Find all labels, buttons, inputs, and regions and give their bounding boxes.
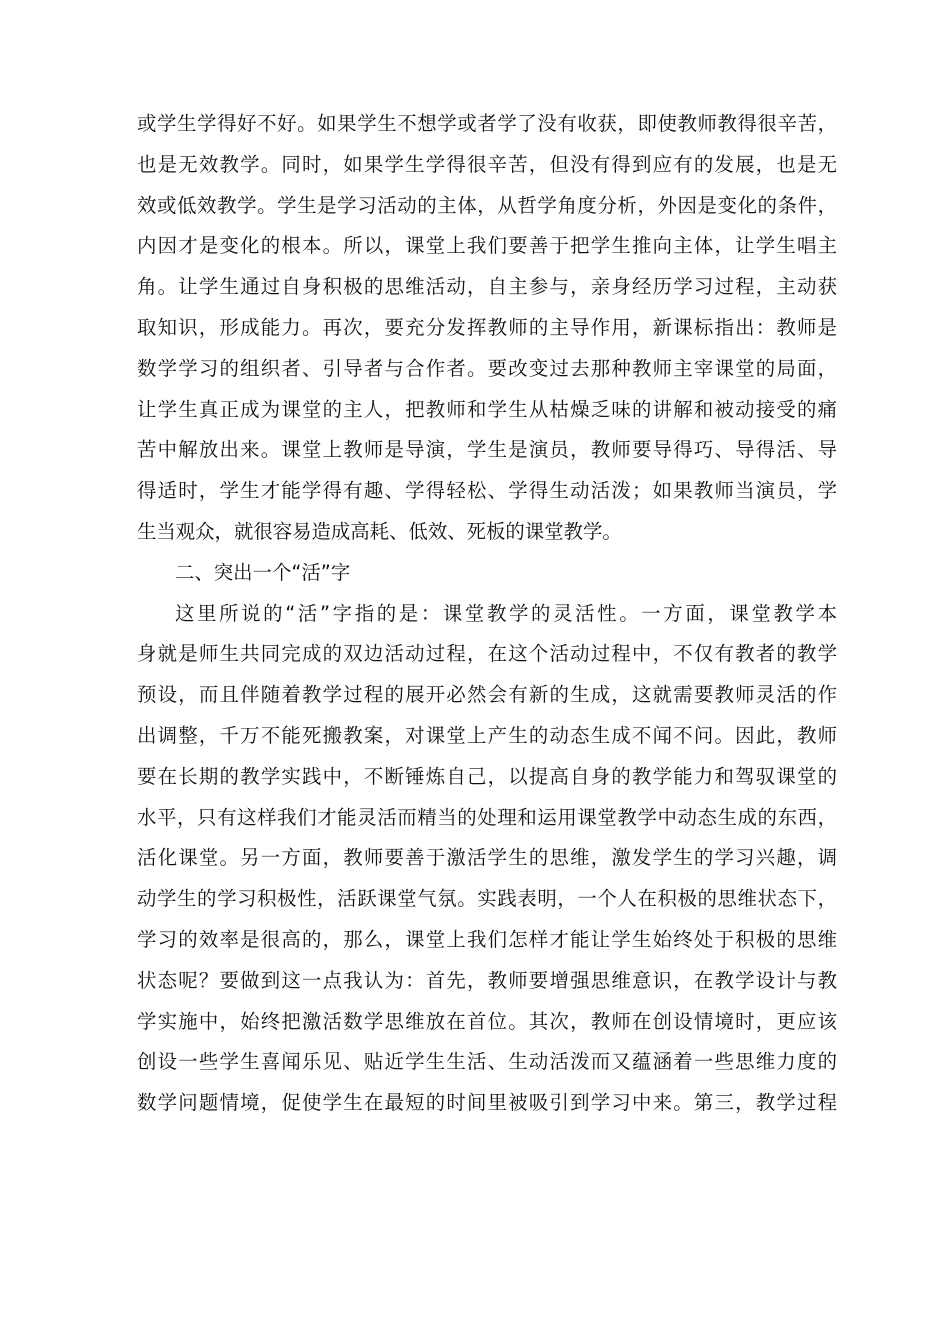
paragraph-1-line-9: 苦中解放出来。课堂上教师是导演，学生是演员，教师要导得巧、导得活、导 xyxy=(137,438,837,462)
paragraph-2-line-7: 活化课堂。另一方面，教师要善于激活学生的思维，激发学生的学习兴趣，调 xyxy=(137,846,837,870)
paragraph-2-line-6: 水平，只有这样我们才能灵活而精当的处理和运用课堂教学中动态生成的东西， xyxy=(137,805,837,829)
paragraph-1-line-10: 得适时，学生才能学得有趣、学得轻松、学得生动活泼；如果教师当演员，学 xyxy=(137,479,837,503)
paragraph-2-line-10: 状态呢？要做到这一点我认为：首先，教师要增强思维意识，在教学设计与教 xyxy=(137,968,837,992)
body-text xyxy=(137,104,837,1124)
paragraph-2-line-2: 身就是师生共同完成的双边活动过程，在这个活动过程中，不仅有教者的教学 xyxy=(137,642,837,666)
paragraph-1-line-8: 让学生真正成为课堂的主人，把教师和学生从枯燥乏味的讲解和被动接受的痛 xyxy=(137,397,837,421)
paragraph-2-line-3: 预设，而且伴随着教学过程的展开必然会有新的生成，这就需要教师灵活的作 xyxy=(137,683,837,707)
paragraph-2-line-5: 要在长期的教学实践中，不断锤炼自己，以提高自身的教学能力和驾驭课堂的 xyxy=(137,764,837,788)
paragraph-1-line-3: 效或低效教学。学生是学习活动的主体，从哲学角度分析，外因是变化的条件， xyxy=(137,193,837,217)
paragraph-2-line-8: 动学生的学习积极性，活跃课堂气氛。实践表明，一个人在积极的思维状态下， xyxy=(137,887,837,911)
paragraph-1-line-6: 取知识，形成能力。再次，要充分发挥教师的主导作用，新课标指出：教师是 xyxy=(137,315,837,339)
paragraph-1-line-1: 或学生学得好不好。如果学生不想学或者学了没有收获，即使教师教得很辛苦， xyxy=(137,112,837,135)
paragraph-1-line-5: 角。让学生通过自身积极的思维活动，自主参与，亲身经历学习过程，主动获 xyxy=(137,275,837,299)
paragraph-1-line-2: 也是无效教学。同时，如果学生学得很辛苦，但没有得到应有的发展，也是无 xyxy=(137,152,837,176)
paragraph-2-line-11: 学实施中，始终把激活数学思维放在首位。其次，教师在创设情境时，更应该 xyxy=(137,1009,837,1033)
section-heading: 二、突出一个“活”字 xyxy=(175,560,351,584)
paragraph-2-line-13: 数学问题情境，促使学生在最短的时间里被吸引到学习中来。第三，教学过程 xyxy=(137,1091,837,1115)
paragraph-2-line-4: 出调整，千万不能死搬教案，对课堂上产生的动态生成不闻不问。因此，教师 xyxy=(137,723,837,747)
paragraph-1-line-4: 内因才是变化的根本。所以，课堂上我们要善于把学生推向主体，让学生唱主 xyxy=(137,234,837,258)
paragraph-2-line-1: 这里所说的“活”字指的是：课堂教学的灵活性。一方面，课堂教学本 xyxy=(175,601,837,625)
paragraph-1-line-7: 数学学习的组织者、引导者与合作者。要改变过去那种教师主宰课堂的局面， xyxy=(137,356,837,380)
paragraph-2-line-12: 创设一些学生喜闻乐见、贴近学生生活、生动活泼而又蕴涵着一些思维力度的 xyxy=(137,1050,837,1074)
paragraph-1-line-11: 生当观众，就很容易造成高耗、低效、死板的课堂教学。 xyxy=(137,519,622,543)
paragraph-2-line-9: 学习的效率是很高的，那么，课堂上我们怎样才能让学生始终处于积极的思维 xyxy=(137,927,837,951)
